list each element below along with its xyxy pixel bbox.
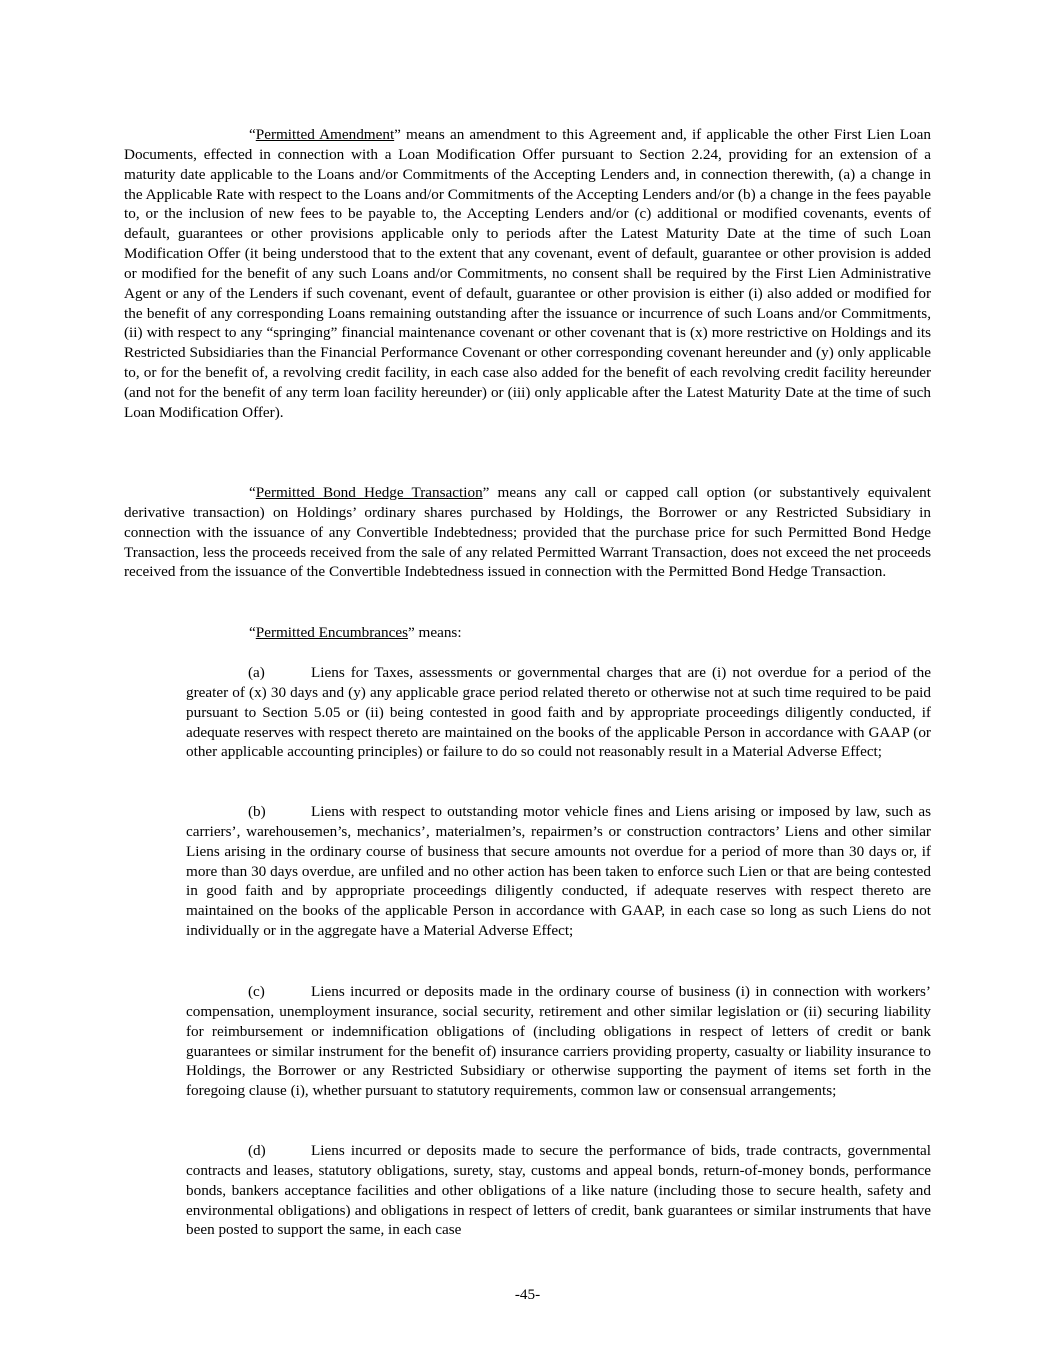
clause-text: Liens incurred or deposits made to secure the performance of bids, trade contracts, governmental contracts and leases, statutory obligations, surety, stay, customs and appeal bonds, return-of-money bonds, performance bonds, bankers acceptance facilities and other obligations of a like nature (including those to secure health, safety and environmental obligations) and obligations in respect of letters of credit, bank guarantees or similar instruments that have been posted to support the same, in each case	[186, 1142, 931, 1239]
clause-d	[186, 1141, 931, 1240]
definition-permitted-amendment: “Permitted Amendment” means an amendment to this Agreement and, if applicable the other First Lien Loan Documents, effected in connection with a Loan Modification Offer pursuant to Section 2.24, providing for an extension of a maturity date applicable to the Loans and/or Commitments of the Accepting Lenders and, in connection therewith, (a) a change in the Applicable Rate with respect to the Loans and/or Commitments of the Accepting Lenders and/or (b) a change in the fees payable to, or the inclusion of new fees to be payable to, the Accepting Lenders and/or (c) additional or modified covenants, events of default, guarantees or other provisions applicable only to periods after the Latest Maturity Date at the time of such Loan Modification Offer (it being understood that to the extent that any covenant, event of default, guarantee or other provision is added or modified for the benefit of any such Loans and/or Commitments, no consent shall be required by the First Lien Administrative Agent or any of the Lenders if such covenant, event of default, guarantee or other provision is either (i) also added or modified for the benefit of any corresponding Loans remaining outstanding after the issuance or incurrence of such Loans and/or Commitments, (ii) with respect to any “springing” financial maintenance covenant or other covenant that is (x) more restrictive on Holdings and its Restricted Subsidiaries than the Financial Performance Covenant or other corresponding covenant hereunder and (y) only applicable to, or for the benefit of, a revolving credit facility, in each case also added for the benefit of each revolving credit facility hereunder (and not for the benefit of any term loan facility hereunder) or (iii) only applicable after the Latest Maturity Date at the time of such Loan Modification Offer).	[124, 126, 932, 421]
clause-c	[186, 982, 931, 1101]
clause-text: Liens for Taxes, assessments or governmental charges that are (i) not overdue for a period of the greater of (x) 30 days and (y) any applicable grace period related thereto or otherwise not at such time required to be paid pursuant to Section 5.05 or (ii) being contested in good faith and by appropriate proceedings diligently conducted, if adequate reserves with respect thereto are maintained on the books of the applicable Person in accordance with GAAP (or other applicable accounting principles) or failure to do so could not reasonably result in a Material Adverse Effect;	[186, 664, 931, 761]
clause-label: (a)	[248, 664, 265, 681]
definition-permitted-bond-hedge-transaction: “Permitted Bond Hedge Transaction” means any call or capped call option (or substantively equivalent derivative transaction) on Holdings’ ordinary shares purchased by Holdings, the Borrower or any Restricted Subsidiary in connection with the issuance of any Convertible Indebtedness; provided that the purchase price for such Permitted Bond Hedge Transaction, less the proceeds received from the sale of any related Permitted Warrant Transaction, does not exceed the net proceeds received from the issuance of the Convertible Indebtedness issued in connection with the Permitted Bond Hedge Transaction.	[124, 484, 931, 581]
defined-term: Permitted Bond Hedge Transaction	[255, 484, 483, 501]
clause-label: (d)	[248, 1142, 266, 1159]
clause-text: Liens with respect to outstanding motor vehicle fines and Liens arising or imposed by law, such as carriers’, warehousemen’s, mechanics’, materialmen’s, repairmen’s or construction contractors’ Liens and other similar Liens arising in the ordinary course of business that secure amounts not overdue for a period of more than 30 days or, if more than 30 days overdue, are unfiled and no other action has been taken to enforce such Lien or that are being contested in good faith and by appropriate proceedings diligently conducted, if adequate reserves with respect thereto are maintained on the books of the applicable Person in accordance with GAAP, in each case so long as such Liens do not individually or in the aggregate have a Material Adverse Effect;	[186, 803, 931, 940]
clause-a	[186, 663, 931, 762]
defined-term: Permitted Encumbrances	[255, 624, 408, 641]
clause-label: (b)	[248, 803, 266, 820]
definition-permitted-encumbrances: “Permitted Encumbrances” means:	[249, 624, 462, 641]
clause-b	[186, 802, 931, 941]
defined-term: Permitted Amendment	[255, 126, 395, 143]
clause-text: Liens incurred or deposits made in the ordinary course of business (i) in connection with workers’ compensation, unemployment insurance, social security, retirement and other similar legislation or (ii) securing liability for reimbursement or indemnification obligations of (including obligations in respect of letters of credit or bank guarantees or similar instrument for the benefit of) insurance carriers providing property, casualty or liability insurance to Holdings, the Borrower or any Restricted Subsidiary or otherwise supporting the payment of items set forth in the foregoing clause (i), whether pursuant to statutory requirements, common law or consensual arrangements;	[186, 983, 931, 1100]
page-number: -45-	[514, 1286, 541, 1303]
clause-label: (c)	[248, 983, 265, 1000]
